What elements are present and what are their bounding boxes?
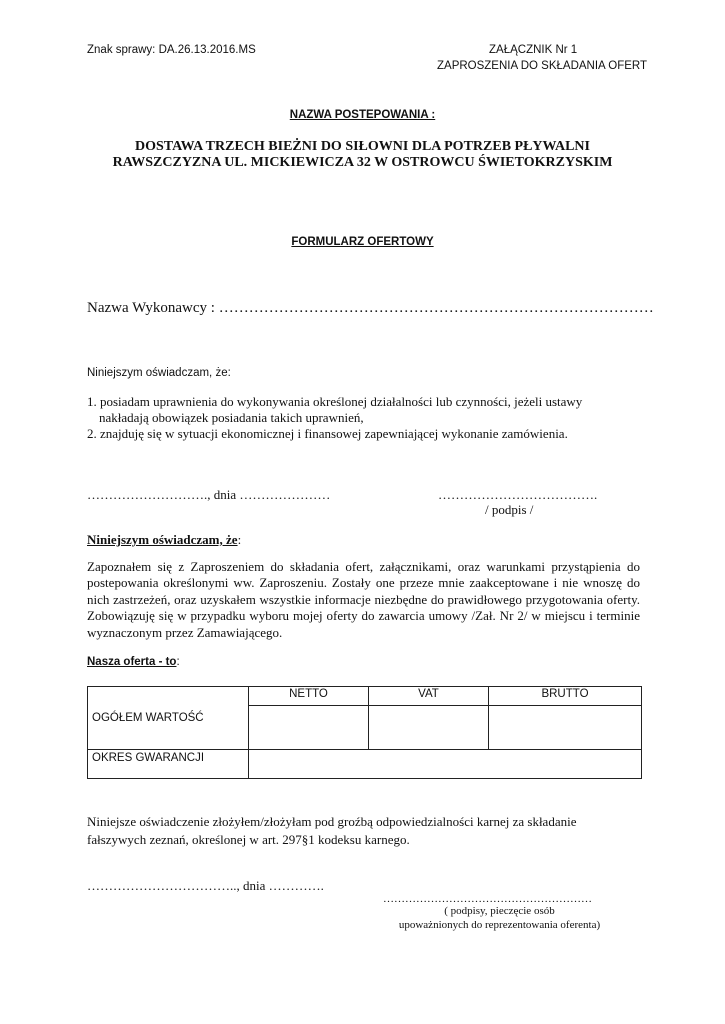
col-netto-header: NETTO <box>249 687 369 706</box>
total-value-label: OGÓŁEM WARTOŚĆ <box>88 687 249 750</box>
place-date-field[interactable]: ………………………., dnia ………………… <box>87 487 331 502</box>
case-number: Znak sprawy: DA.26.13.2016.MS <box>87 44 256 56</box>
offer-table <box>87 686 642 779</box>
liability-line2: fałszywych zeznań, określonej w art. 297§1 kodeksu karnego. <box>87 832 410 847</box>
netto-value-cell[interactable] <box>249 706 369 750</box>
table-row <box>88 687 642 706</box>
offer-heading <box>87 656 180 668</box>
signature-field[interactable]: ………………………………. <box>438 487 598 502</box>
declaration-item-1-cont: nakładają obowiązek posiadania takich uprawnień, <box>99 410 364 425</box>
signatures-label-line1: ( podpisy, pieczęcie osób <box>444 905 555 917</box>
declaration-intro: Niniejszym oświadczam, że: <box>87 367 231 379</box>
table-row <box>88 750 642 779</box>
signature-label: / podpis / <box>485 502 534 517</box>
attachment-number: ZAŁĄCZNIK Nr 1 <box>489 44 578 56</box>
contractor-name-field[interactable]: …………………………………………………………………………… <box>218 300 654 316</box>
invitation-label: ZAPROSZENIA DO SKŁADANIA OFERT <box>437 60 648 72</box>
declaration2-heading-colon: : <box>237 532 242 547</box>
col-brutto-header: BRUTTO <box>489 687 642 706</box>
declaration2-heading-text: Niniejszym oświadczam, że <box>87 532 238 547</box>
warranty-label: OKRES GWARANCJI <box>88 750 249 779</box>
warranty-value-cell[interactable] <box>249 750 642 779</box>
place-date-field-2[interactable]: …………………………….., dnia …………. <box>87 878 324 893</box>
declaration-item-1: 1. posiadam uprawnienia do wykonywania określonej działalności lub czynności, jeżeli ustawy <box>87 394 583 409</box>
signatures-label-line2: upoważnionych do reprezentowania oferenta) <box>398 919 601 931</box>
signatures-field[interactable]: ………………………………………………… <box>383 893 592 905</box>
declaration2-text: Zapoznałem się z Zaproszeniem do składania ofert, załącznikami, oraz warunkami przystąpienia do postepowania określonymi ww. Zaproszeniu. Zostały one przeze mnie zaakceptowane i nie wnoszę do nich zastrzeżeń, oraz uzyskałem wszystkie informacje niezbędne do prawidłowego przygotowania oferty. Zobowiązuję się w przypadku wyboru mojej oferty do zawarcia umowy /Zał. Nr 2/ w miejscu i terminie wyznaczonym przez Zamawiającego. <box>87 559 640 640</box>
vat-value-cell[interactable] <box>369 706 489 750</box>
procedure-label: NAZWA POSTEPOWANIA : <box>289 109 436 121</box>
col-vat-header: VAT <box>369 687 489 706</box>
form-title: FORMULARZ OFERTOWY <box>291 236 434 248</box>
procedure-title-line1: DOSTAWA TRZECH BIEŻNI DO SIŁOWNI DLA POTRZEB PŁYWALNI <box>135 139 590 154</box>
contractor-line <box>87 300 654 317</box>
offer-heading-text: Nasza oferta - to <box>87 656 177 668</box>
contractor-label: Nazwa Wykonawcy : <box>87 300 219 316</box>
brutto-value-cell[interactable] <box>489 706 642 750</box>
offer-heading-colon: : <box>176 656 180 668</box>
declaration-item-2: 2. znajduję się w sytuacji ekonomicznej i finansowej zapewniającej wykonanie zamówienia. <box>87 426 568 441</box>
declaration2-heading <box>87 532 241 548</box>
procedure-title-line2: RAWSZCZYZNA UL. MICKIEWICZA 32 W OSTROWCU ŚWIETOKRZYSKIM <box>112 155 613 170</box>
liability-line1: Niniejsze oświadczenie złożyłem/złożyłam pod groźbą odpowiedzialności karnej za składanie <box>87 814 577 829</box>
